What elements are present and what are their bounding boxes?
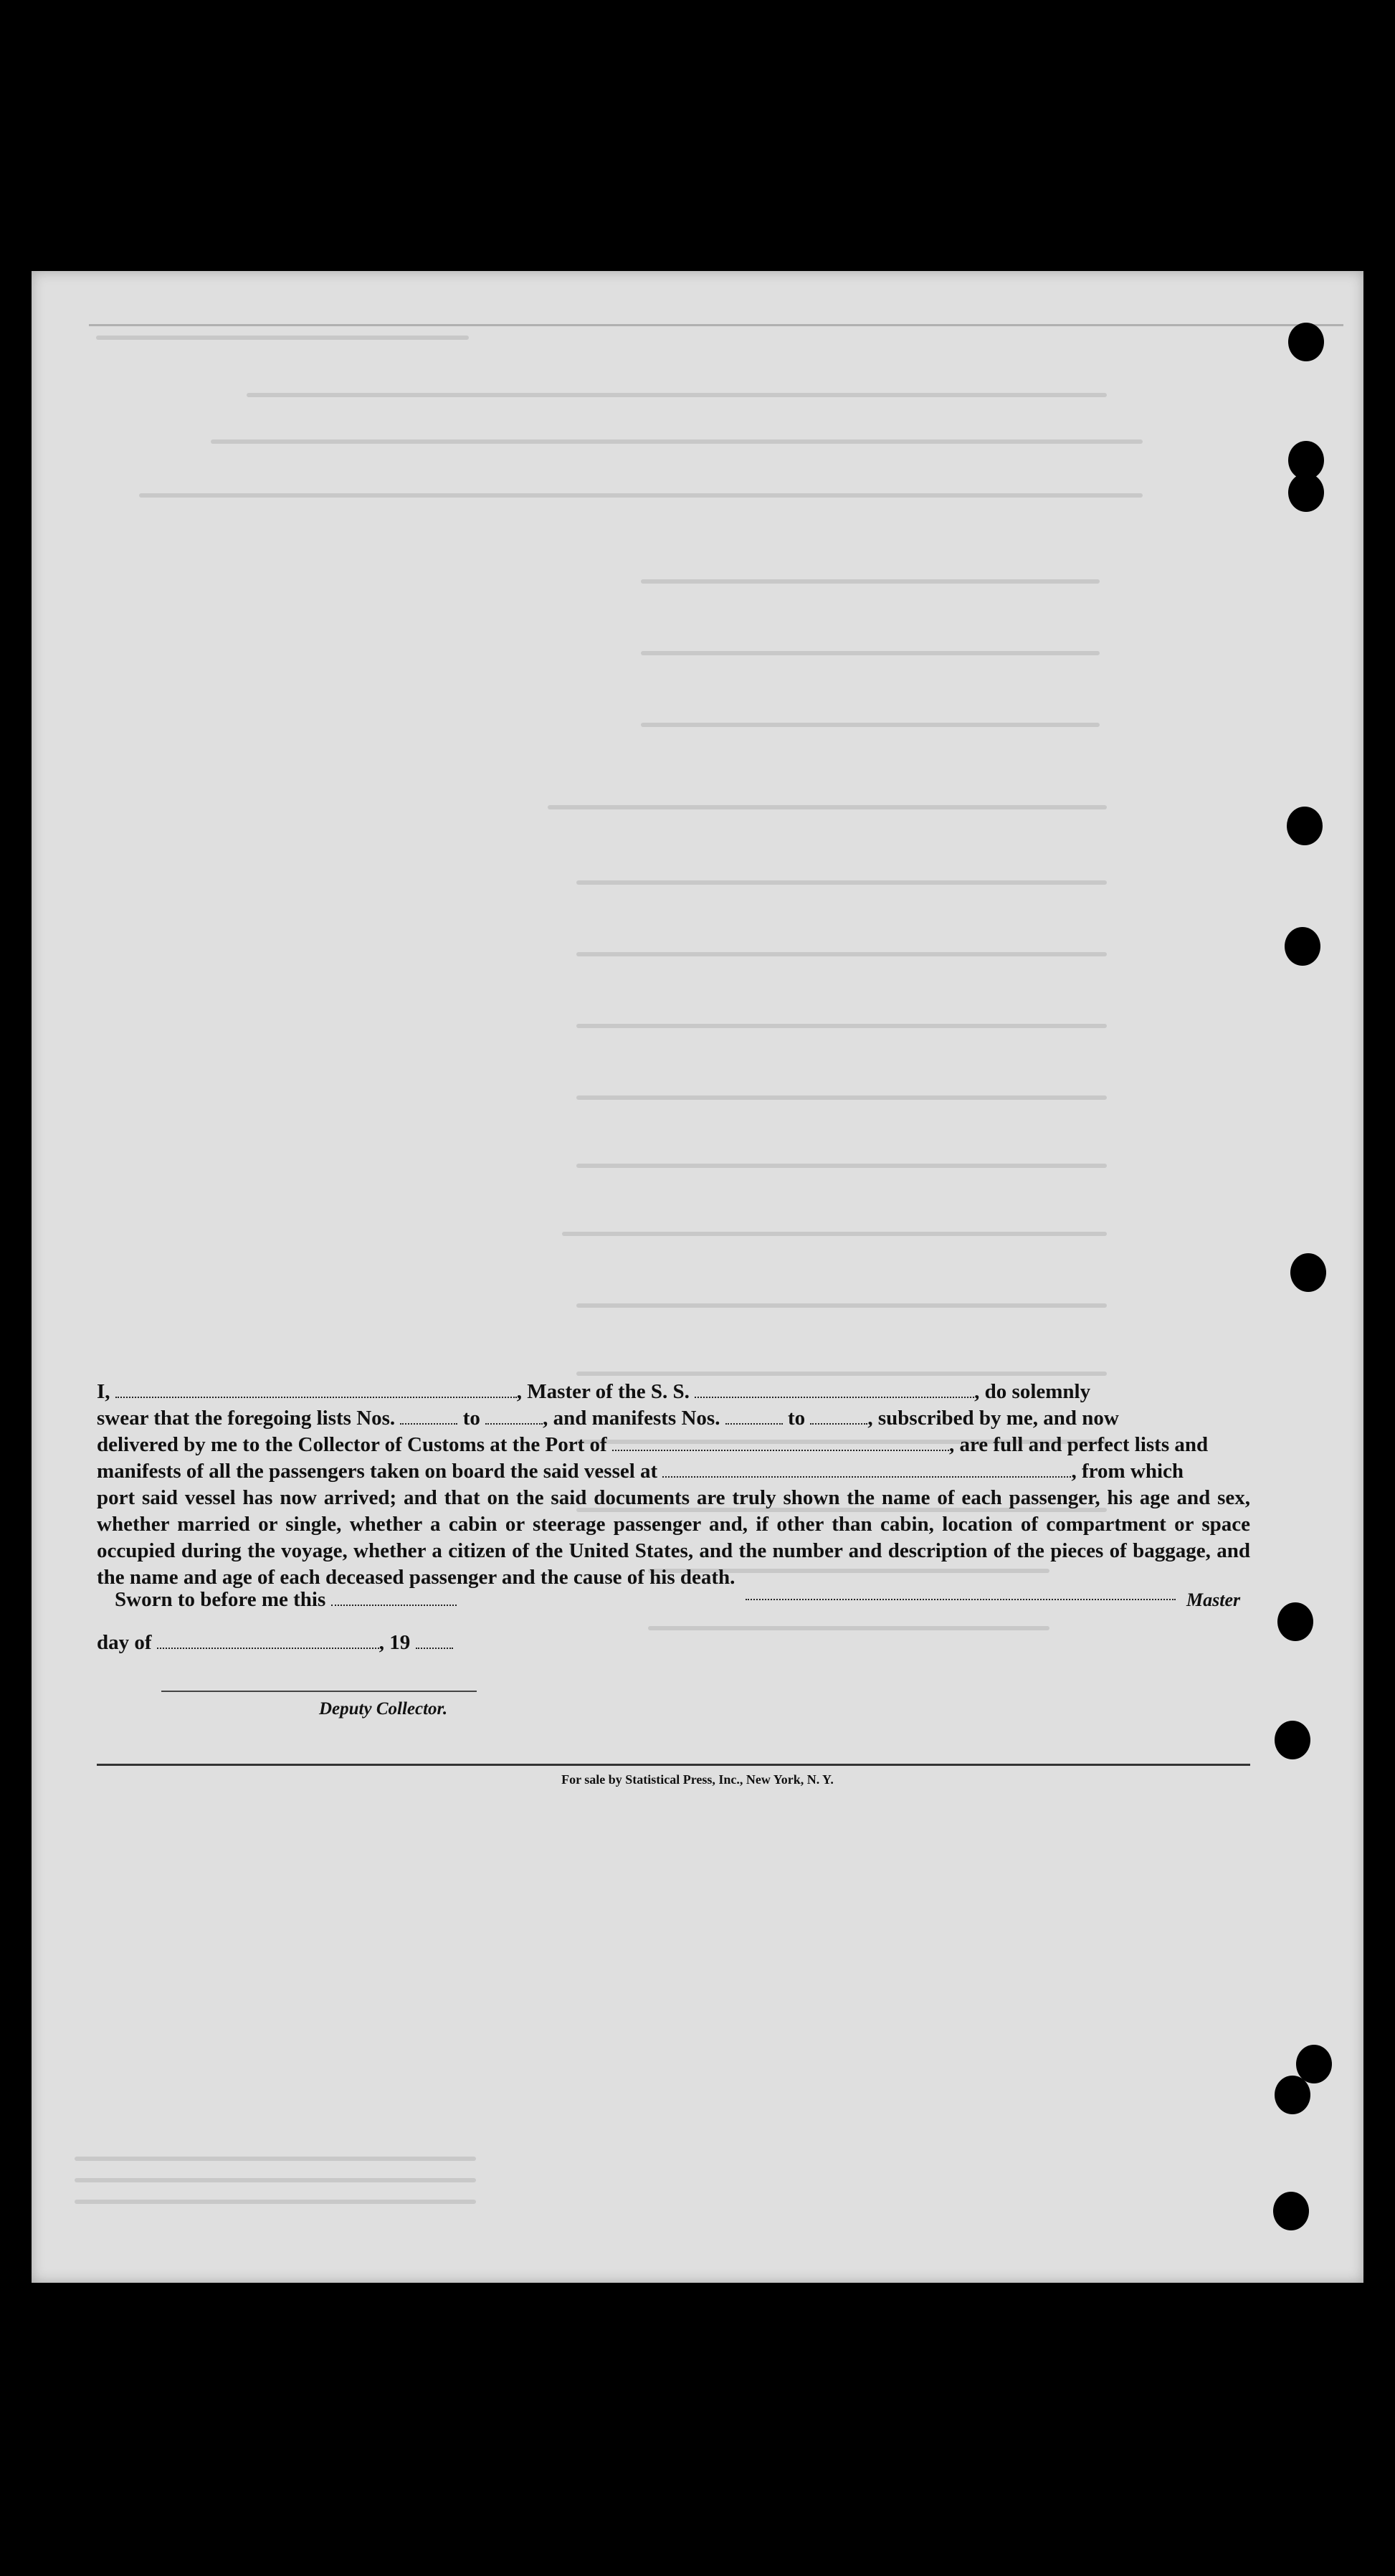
month-blank	[157, 1632, 379, 1649]
faint-row	[576, 1024, 1107, 1028]
deputy-collector-label: Deputy Collector.	[319, 1699, 448, 1719]
oath-text: to	[462, 1407, 480, 1430]
oath-text: , subscribed by me, and now	[867, 1407, 1119, 1430]
master-signature-blank	[746, 1599, 1176, 1600]
port-blank	[612, 1434, 949, 1451]
faint-row	[75, 2157, 476, 2161]
punch-hole	[1288, 473, 1324, 512]
oath-text: , are full and perfect lists and	[948, 1433, 1209, 1456]
faint-row	[576, 1303, 1107, 1308]
faint-row	[576, 1372, 1107, 1376]
oath-text: swear that the foregoing lists Nos.	[97, 1407, 396, 1430]
day-label: day of	[97, 1631, 152, 1654]
oath-text: , do solemnly	[974, 1380, 1091, 1403]
oath-line-1	[97, 1379, 1250, 1405]
manifest-to-blank	[810, 1407, 867, 1425]
master-oath-paragraph	[97, 1379, 1250, 1591]
master-name-blank	[115, 1381, 517, 1398]
oath-text: to	[787, 1407, 806, 1430]
oath-body: port said vessel has now arrived; and that on the said documents are truly shown the name of each passenger, his age and sex, whether married or single, whether a cabin or steerage passenger and, if other than cabin, location of compartment or space occupied during the voyage, whether a citizen of the United States, and the number and description of the pieces of baggage, and the name and age of each deceased passenger and the cause of his death.	[97, 1486, 1250, 1589]
faint-row	[641, 651, 1100, 655]
punch-hole	[1287, 807, 1323, 845]
punch-hole	[1285, 927, 1320, 966]
ship-name-blank	[695, 1381, 974, 1398]
faint-row	[576, 1095, 1107, 1100]
faint-row	[576, 880, 1107, 885]
faint-row	[548, 805, 1107, 809]
deputy-signature-blank	[161, 1691, 477, 1692]
day-row	[97, 1631, 453, 1655]
faint-row	[576, 1164, 1107, 1168]
punch-hole	[1275, 2076, 1310, 2114]
footer-rule	[97, 1764, 1250, 1766]
punch-hole	[1277, 1602, 1313, 1641]
faint-row	[211, 439, 1143, 444]
faint-row	[96, 336, 469, 340]
punch-hole	[1288, 323, 1324, 361]
faint-row	[576, 952, 1107, 956]
oath-text: manifests of all the passengers taken on board the said vessel at	[97, 1460, 658, 1483]
printer-imprint: For sale by Statistical Press, Inc., New York, N. Y.	[561, 1772, 834, 1787]
list-from-blank	[400, 1407, 457, 1425]
master-label: Master	[1186, 1589, 1241, 1610]
faint-row	[562, 1232, 1107, 1236]
manifest-page	[32, 271, 1363, 2283]
oath-line-3	[97, 1432, 1250, 1458]
oath-line-4	[97, 1458, 1250, 1485]
sworn-label: Sworn to before me this	[115, 1588, 326, 1611]
punch-hole	[1273, 2192, 1309, 2230]
year-prefix: , 19	[378, 1631, 411, 1654]
year-blank	[416, 1632, 453, 1649]
departure-port-blank	[662, 1460, 1071, 1478]
manifest-from-blank	[725, 1407, 783, 1425]
oath-text: , Master of the S. S.	[516, 1380, 690, 1403]
faint-row	[247, 393, 1107, 397]
punch-hole	[1290, 1253, 1326, 1292]
faint-row	[75, 2200, 476, 2204]
sworn-date-blank	[331, 1589, 457, 1606]
oath-line-2	[97, 1405, 1250, 1432]
sworn-row	[115, 1588, 457, 1612]
faint-row	[75, 2178, 476, 2182]
faint-header-band	[89, 284, 1343, 326]
oath-text: , and manifests Nos.	[543, 1407, 720, 1430]
list-to-blank	[485, 1407, 543, 1425]
faint-row	[648, 1626, 1049, 1630]
faint-row	[641, 723, 1100, 727]
oath-text: , from which	[1071, 1460, 1184, 1483]
punch-hole	[1275, 1721, 1310, 1759]
oath-text: I,	[97, 1380, 110, 1403]
oath-text: delivered by me to the Collector of Customs at the Port of	[97, 1433, 607, 1456]
bleed-through-background	[32, 271, 1363, 2283]
faint-row	[139, 493, 1143, 498]
faint-row	[641, 579, 1100, 584]
